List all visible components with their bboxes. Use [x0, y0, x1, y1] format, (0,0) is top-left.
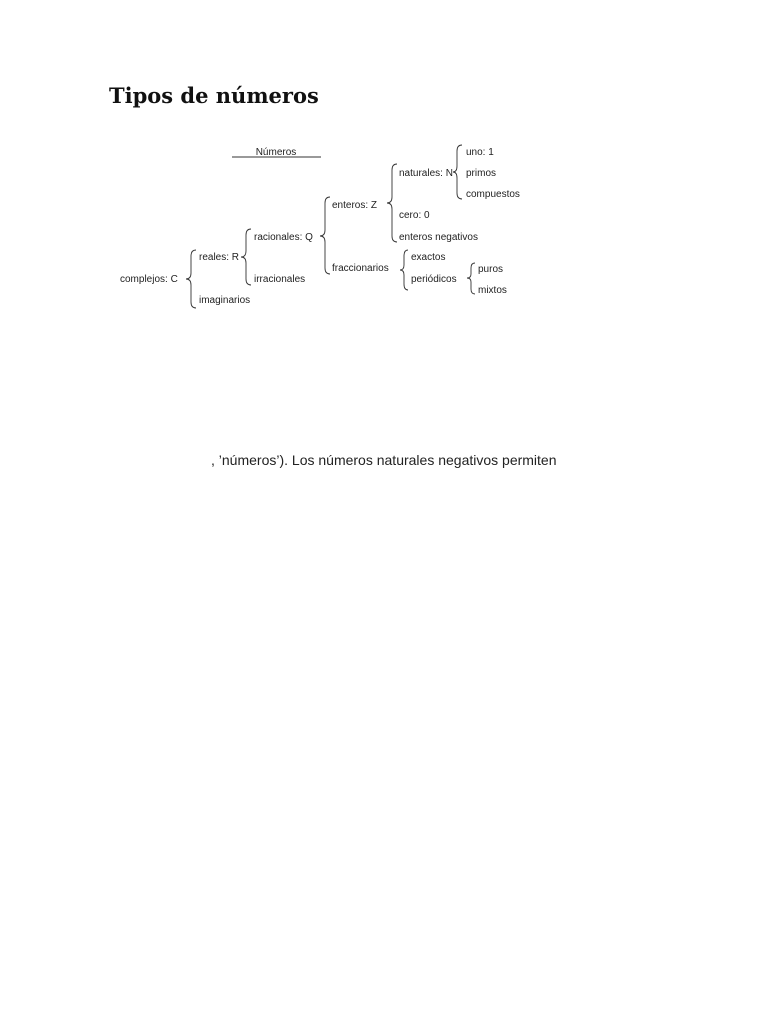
brace-complejos — [186, 250, 196, 308]
node-uno: uno: 1 — [466, 147, 494, 158]
brace-racionales — [320, 197, 330, 274]
paragraph-fragment: , ’números’). Los números naturales negativos permiten — [211, 452, 557, 468]
brace-periodicos — [467, 263, 475, 294]
number-classification-diagram — [0, 0, 768, 340]
diagram-heading: Números — [255, 147, 297, 158]
node-primos: primos — [466, 168, 497, 179]
node-mixtos: mixtos — [478, 285, 507, 296]
brace-naturales — [453, 145, 462, 199]
brace-enteros — [387, 164, 397, 242]
node-naturales: naturales: N — [399, 168, 453, 179]
node-reales: reales: R — [199, 252, 240, 263]
brace-reales — [241, 229, 251, 285]
node-complejos: complejos: C — [120, 274, 178, 285]
node-fraccionarios: fraccionarios — [332, 263, 389, 274]
node-enteros: enteros: Z — [332, 200, 378, 211]
page-title: Tipos de números — [109, 83, 319, 108]
node-enteros-negativos: enteros negativos — [399, 232, 478, 243]
node-periodicos: periódicos — [411, 274, 457, 285]
node-racionales: racionales: Q — [254, 232, 313, 243]
node-puros: puros — [478, 264, 504, 275]
node-cero: cero: 0 — [399, 210, 430, 221]
node-compuestos: compuestos — [466, 189, 520, 200]
brace-fraccionarios — [400, 250, 408, 290]
node-irracionales: irracionales — [254, 274, 306, 285]
node-exactos: exactos — [411, 252, 446, 263]
node-imaginarios: imaginarios — [199, 295, 251, 306]
